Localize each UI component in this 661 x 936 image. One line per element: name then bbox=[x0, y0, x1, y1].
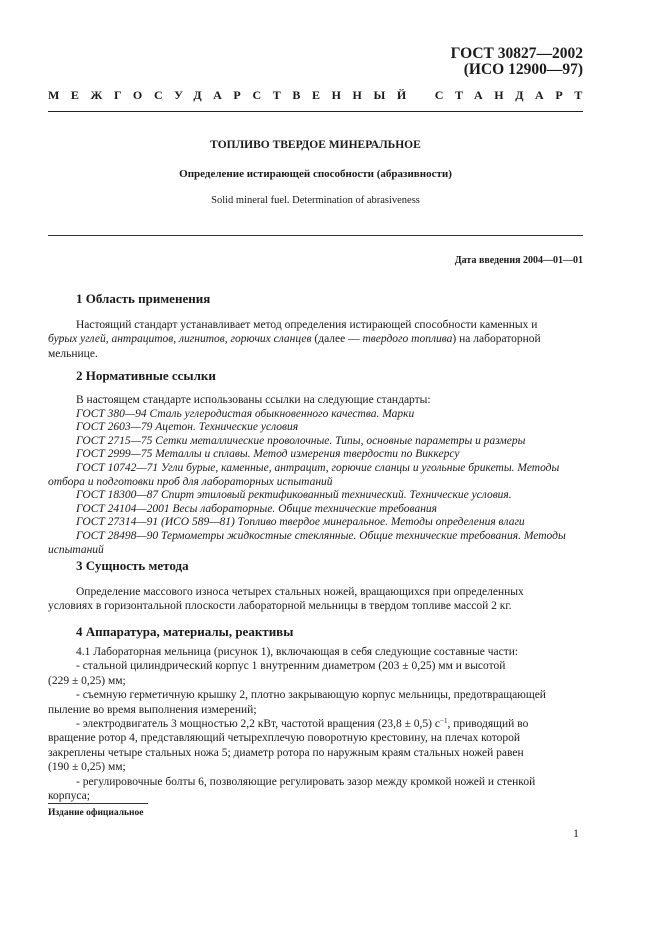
section-4-line: пыление во время выполнения измерений; bbox=[48, 703, 257, 716]
reference-text: отбора и подготовки проб для лабораторных испытаний bbox=[48, 475, 333, 488]
section-1-line bbox=[48, 332, 583, 346]
document-title: ТОПЛИВО ТВЕРДОЕ МИНЕРАЛЬНОЕ bbox=[210, 139, 421, 151]
reference-text: ГОСТ 10742—71 Угли бурые, каменные, антрацит, горючие сланцы и угольные брикеты. Методы bbox=[76, 461, 560, 474]
reference-text: ГОСТ 2999—75 Металлы и сплавы. Метод измерения твердости по Виккерсу bbox=[76, 448, 460, 461]
section-3-line: Определение массового износа четырех стальных ножей, вращающихся при определенных bbox=[76, 586, 524, 598]
reference-text: ГОСТ 27314—91 (ИСО 589—81) Топливо твердое минеральное. Методы определения влаги bbox=[76, 516, 525, 529]
page-number: 1 bbox=[573, 826, 579, 840]
section-1-line: мельнице. bbox=[48, 347, 98, 360]
reference-item bbox=[48, 489, 583, 503]
section-2-heading: 2 Нормативные ссылки bbox=[76, 368, 216, 383]
section-4-text bbox=[48, 645, 583, 803]
reference-item bbox=[48, 516, 583, 530]
reference-item bbox=[48, 435, 583, 449]
section-1-heading: 1 Область применения bbox=[76, 291, 211, 306]
reference-item bbox=[48, 530, 583, 544]
text-fragment: , приводящий во bbox=[447, 718, 529, 731]
section-4-line: - стальной цилиндрический корпус 1 внутренним диаметром (203 ± 0,25) мм и высотой bbox=[76, 660, 506, 673]
edition-note: Издание официальное bbox=[48, 808, 144, 818]
text-fragment: - электродвигатель 3 мощностью 2,2 кВт, частотой вращения (23,8 ± 0,5) с bbox=[76, 718, 440, 731]
section-4-line: закреплены четыре стальных ножа 5; диаметр ротора по наружным краям стальных ножей равен bbox=[48, 746, 524, 759]
reference-item bbox=[48, 421, 583, 435]
reference-text: ГОСТ 380—94 Сталь углеродистая обыкновенного качества. Марки bbox=[76, 407, 415, 420]
reference-item bbox=[48, 408, 583, 422]
title-rule bbox=[48, 235, 583, 236]
section-4-line: (229 ± 0,25) мм; bbox=[48, 674, 126, 687]
reference-item bbox=[48, 448, 583, 462]
reference-text: ГОСТ 28498—90 Термометры жидкостные стеклянные. Общие технические требования. Методы bbox=[76, 529, 566, 542]
section-4-heading: 4 Аппаратура, материалы, реактивы bbox=[76, 624, 294, 639]
reference-text: испытаний bbox=[48, 543, 104, 556]
section-1-text bbox=[48, 318, 583, 361]
gost-code: ГОСТ 30827—2002 bbox=[450, 45, 583, 62]
section-4-line bbox=[48, 717, 583, 731]
section-1-line: Настоящий стандарт устанавливает метод определения истирающей способности каменных и bbox=[76, 319, 538, 331]
header-rule bbox=[48, 111, 583, 112]
section-4-line: - регулировочные болты 6, позволяющие регулировать зазор между кромкой ножей и стенкой bbox=[76, 775, 536, 788]
reference-text: ГОСТ 2715—75 Сетки металлические проволочные. Типы, основные параметры и размеры bbox=[76, 434, 526, 447]
section-4-line: 4.1 Лабораторная мельница (рисунок 1), включающая в себя следующие составные части: bbox=[76, 646, 519, 658]
document-subtitle: Определение истирающей способности (абразивности) bbox=[179, 168, 452, 180]
interstate-standard-banner bbox=[48, 88, 594, 103]
reference-text: ГОСТ 18300—87 Спирт этиловый ректификованный технический. Технические условия. bbox=[76, 489, 512, 502]
document-code bbox=[451, 46, 583, 78]
section-4-line: (190 ± 0,25) мм; bbox=[48, 761, 126, 774]
section-4-line: корпуса; bbox=[48, 790, 90, 803]
iso-code: (ИСО 12900—97) bbox=[463, 61, 583, 78]
fuel-term: твердого топлива bbox=[362, 333, 453, 346]
standard-word: СТАНДАРТ bbox=[434, 88, 594, 102]
effective-date: Дата введения 2004—01—01 bbox=[454, 255, 583, 266]
section-3-line: условиях в горизонтальной плоскости лабораторной мельницы в твердом топливе массой 2 кг. bbox=[48, 600, 512, 613]
section-4-line: - съемную герметичную крышку 2, плотно закрывающую корпус мельницы, предотвращающей bbox=[76, 689, 546, 702]
superscript: −1 bbox=[440, 717, 448, 726]
reference-item bbox=[48, 462, 583, 476]
reference-item bbox=[48, 544, 583, 558]
section-4-line: вращение ротор 4, представляющий четырехплечую поворотную крестовину, на плечах которой bbox=[48, 732, 520, 745]
interstate-word: МЕЖГОСУДАРСТВЕННЫЙ bbox=[48, 88, 418, 102]
text-fragment: (далее — bbox=[311, 333, 363, 346]
english-title: Solid mineral fuel. Determination of abrasiveness bbox=[211, 195, 420, 206]
fuel-types: бурых углей, антрацитов, лигнитов, горючих сланцев bbox=[48, 333, 312, 346]
reference-text: ГОСТ 2603—79 Ацетон. Технические условия bbox=[76, 421, 299, 434]
section-3-text bbox=[48, 585, 583, 614]
references-intro: В настоящем стандарте использованы ссылки на следующие стандарты: bbox=[76, 394, 431, 406]
normative-references bbox=[48, 394, 583, 557]
section-3-heading: 3 Сущность метода bbox=[76, 558, 189, 573]
reference-text: ГОСТ 24104—2001 Весы лабораторные. Общие технические требования bbox=[76, 502, 437, 515]
reference-item bbox=[48, 503, 583, 517]
text-fragment: ) на лабораторной bbox=[452, 333, 541, 346]
footer-rule bbox=[48, 803, 148, 804]
reference-item bbox=[48, 476, 583, 490]
